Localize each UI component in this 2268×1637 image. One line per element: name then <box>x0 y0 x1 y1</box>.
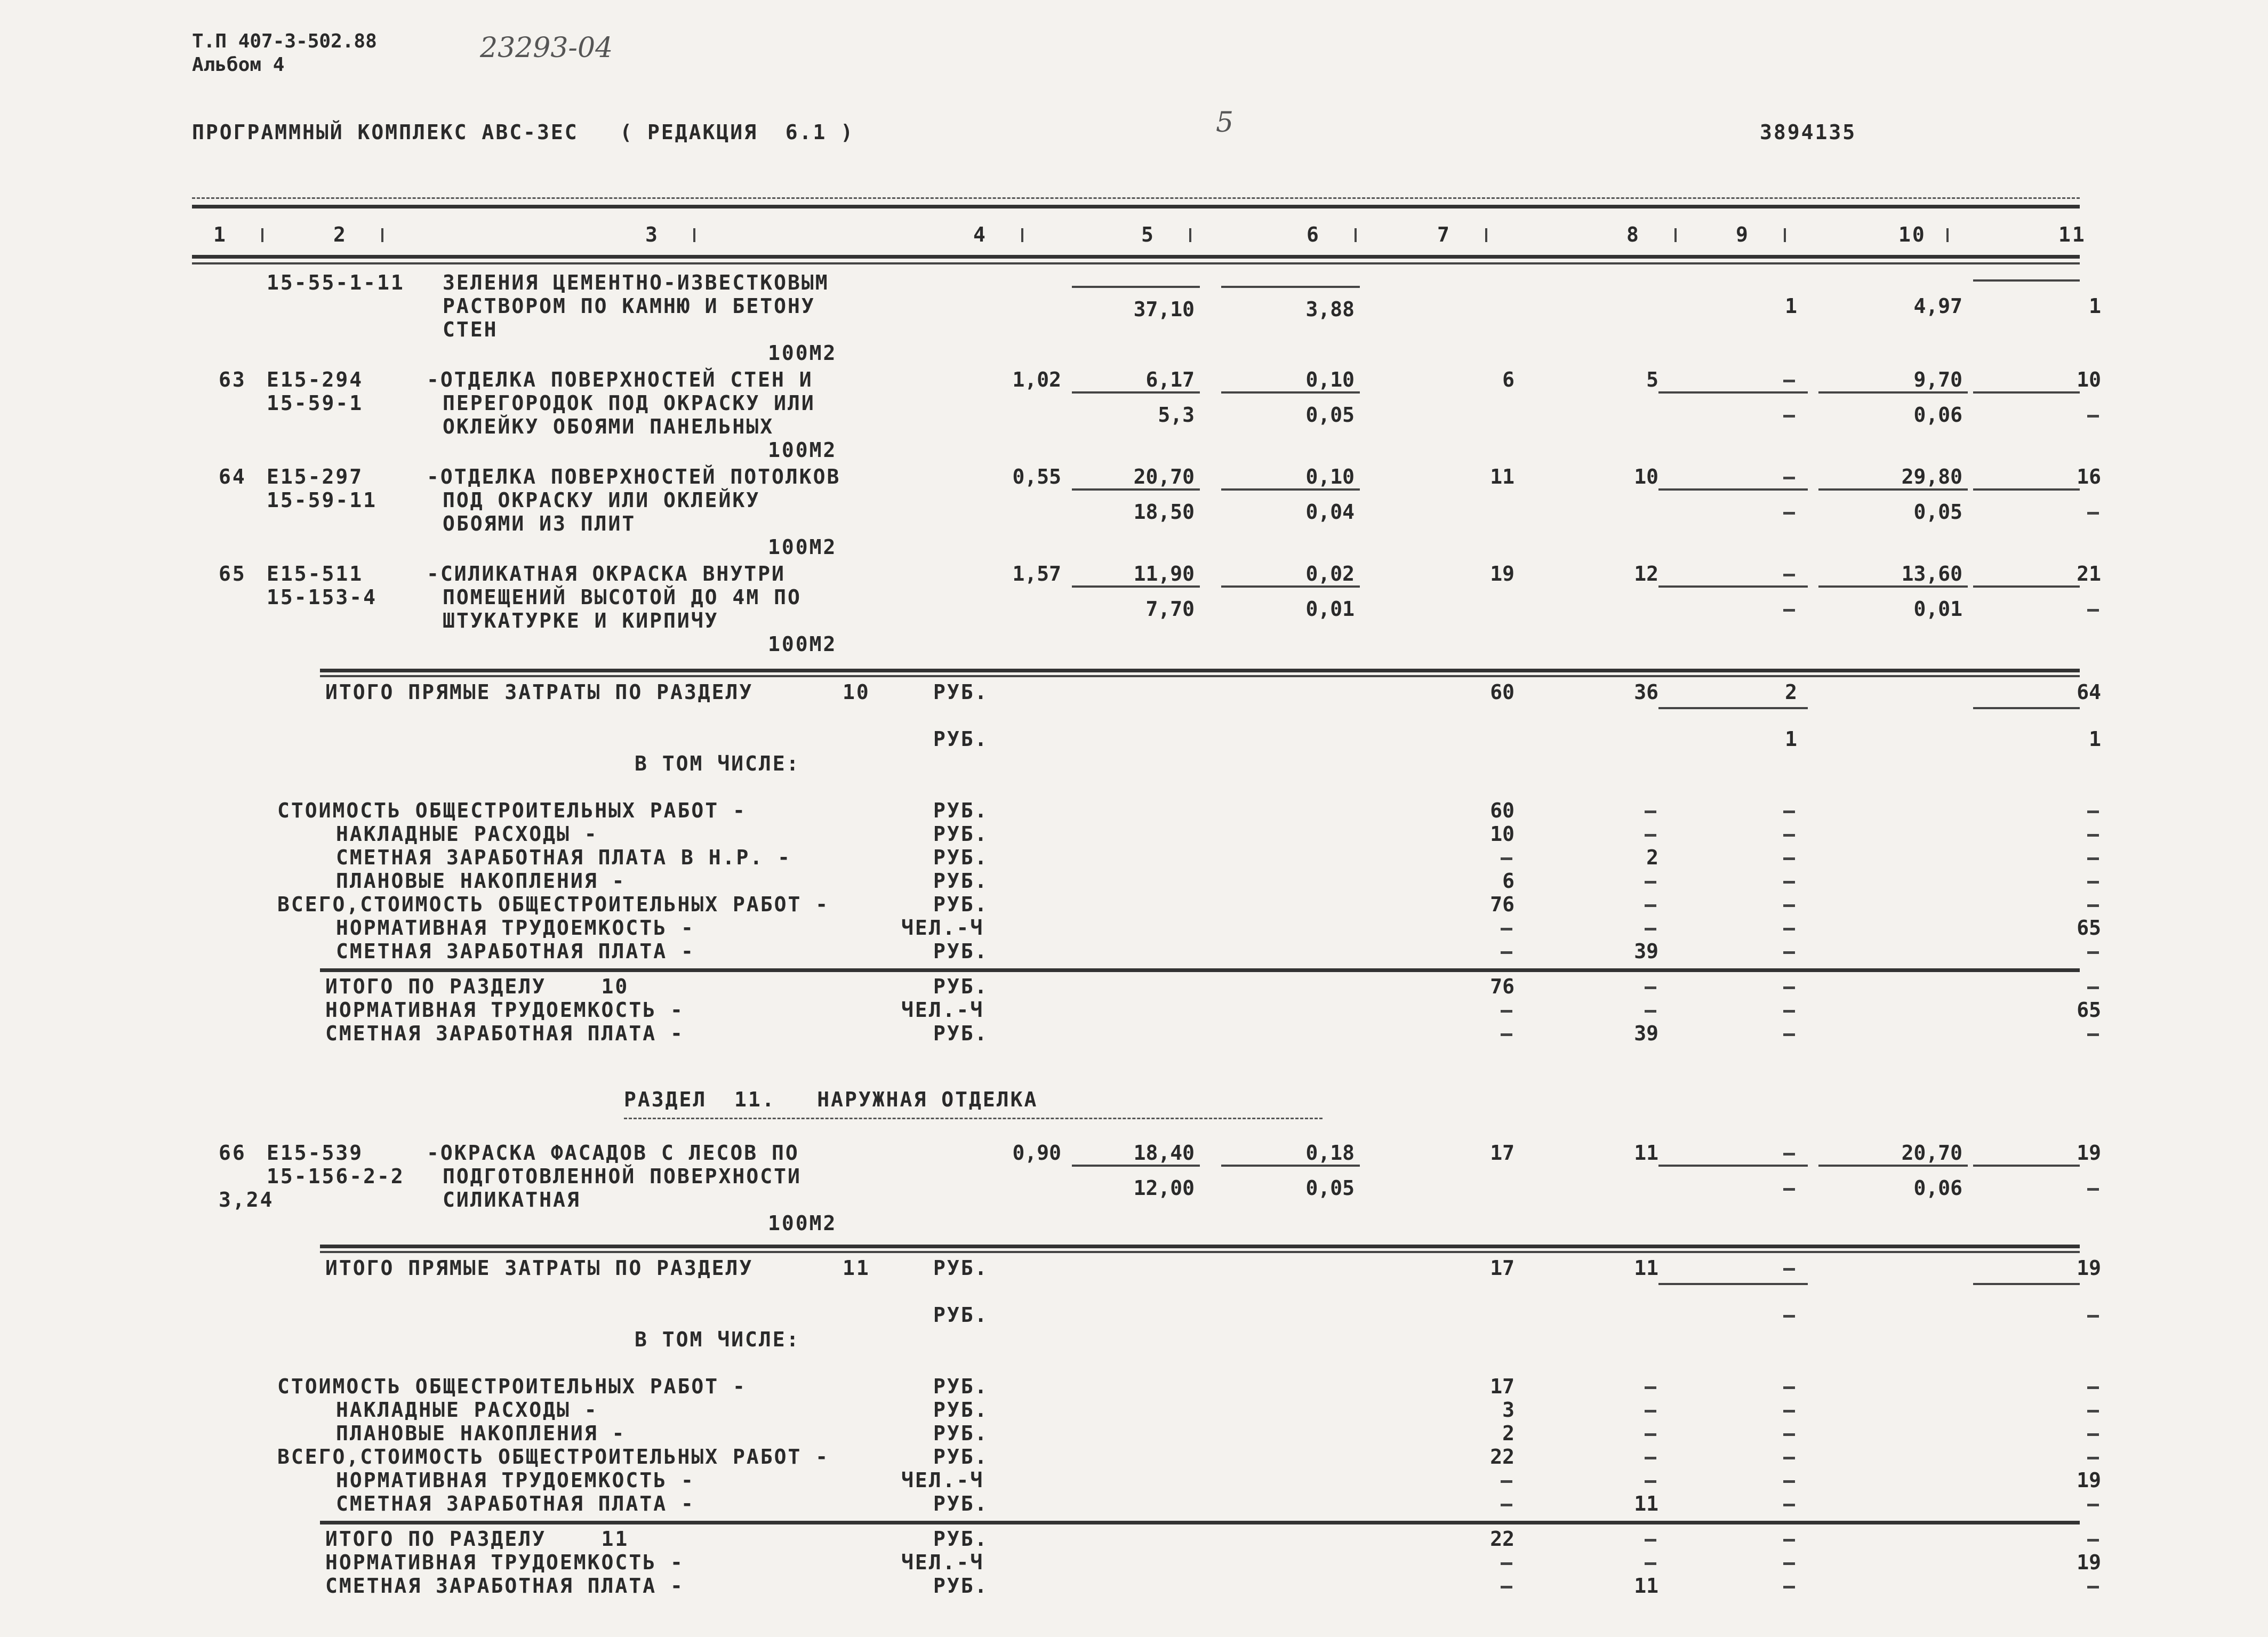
row3-unit: 100М2 <box>768 632 837 656</box>
row3-mach-wage: 0,01 <box>1305 597 1355 621</box>
sec11-line-c11-dash <box>2087 1457 2099 1459</box>
column-separator <box>381 228 383 242</box>
sec10-top-rule2 <box>320 675 2080 677</box>
sec10-final-c11-dash <box>2087 986 2099 989</box>
row1-rule9 <box>1658 391 1808 394</box>
row3-code: Е15-511 <box>267 562 364 585</box>
row1-wages: 5 <box>1646 368 1658 391</box>
sec10-rule11 <box>1973 707 2080 709</box>
row66-rule10 <box>1818 1165 1968 1167</box>
sec10-line-c9-dash <box>1783 811 1795 813</box>
sec11-final-c7-dash <box>1501 1586 1512 1588</box>
sec10-line-c7: 10 <box>1490 822 1514 846</box>
row3-desc2: ПОМЕЩЕНИЙ ВЫСОТОЙ ДО 4М ПО <box>443 585 802 609</box>
sec11-t9b-dash <box>1783 1315 1795 1318</box>
sec10-line-c7: 60 <box>1490 799 1514 822</box>
sec10-t9: 2 <box>1785 680 1797 704</box>
sec11-line-c11-dash <box>2087 1410 2099 1413</box>
section-11-title-underline <box>624 1118 1323 1119</box>
sec10-line-label: НАКЛАДНЫЕ РАСХОДЫ - <box>336 822 598 846</box>
row66-labor: 20,70 <box>1901 1141 1962 1165</box>
column-number: 5 <box>1141 223 1155 246</box>
row1-mach: 0,10 <box>1305 368 1355 391</box>
sec11-line-c7: 2 <box>1502 1422 1514 1445</box>
sec11-rule9 <box>1658 1283 1808 1285</box>
sec10-incl: В ТОМ ЧИСЛЕ: <box>635 752 800 775</box>
sec10-line-unit: РУБ. <box>933 799 989 822</box>
sec10-line-c11-dash <box>2087 834 2099 837</box>
sec10-rub2: РУБ. <box>933 727 989 751</box>
sec10-final-c11-dash <box>2087 1033 2099 1036</box>
column-separator <box>693 228 695 242</box>
row3-rule9 <box>1658 585 1808 588</box>
column-separator <box>1946 228 1949 242</box>
row0-price-wage: 37,10 <box>1133 298 1195 321</box>
sec11-line-c9-dash <box>1783 1457 1795 1459</box>
row1-rule6 <box>1221 391 1360 394</box>
row66-qty: 0,90 <box>1012 1141 1061 1165</box>
dotted-rule <box>192 197 2080 199</box>
sec10-line-unit: РУБ. <box>933 869 989 893</box>
sec10-final-c8: 39 <box>1634 1022 1658 1045</box>
sec10-line-c11-dash <box>2087 951 2099 954</box>
sec10-final-rule <box>320 968 2080 972</box>
row66-price: 18,40 <box>1133 1141 1195 1165</box>
sec11-final-c9-dash <box>1783 1539 1795 1542</box>
sec10-line-label: СТОИМОСТЬ ОБЩЕСТРОИТЕЛЬНЫХ РАБОТ - <box>277 799 747 822</box>
column-number: 2 <box>333 223 347 246</box>
sec10-line-c7: 6 <box>1502 869 1514 893</box>
sec10-line-c11-dash <box>2087 881 2099 884</box>
row66-c11b-dash <box>2087 1188 2099 1191</box>
row66-c9-dash <box>1783 1153 1795 1155</box>
row2-rule10 <box>1818 488 1968 491</box>
column-separator <box>1189 228 1191 242</box>
row3-c9b-dash <box>1783 609 1795 612</box>
sec10-final-unit: РУБ. <box>933 1022 989 1045</box>
row3-code2: 15-153-4 <box>267 585 378 609</box>
column-number: 7 <box>1437 223 1451 246</box>
sec11-line-c11-dash <box>2087 1504 2099 1506</box>
stamp-line2: Альбом 4 <box>192 54 285 76</box>
row3-c11: 21 <box>2077 562 2101 585</box>
sec11-line-c7-dash <box>1501 1504 1512 1506</box>
row1-c9b-dash <box>1783 415 1795 418</box>
sec11-t11: 19 <box>2077 1256 2101 1280</box>
sec10-final-c8-dash <box>1645 986 1656 989</box>
sec10-line-c9-dash <box>1783 857 1795 860</box>
row1-rule5 <box>1072 391 1200 394</box>
sec10-top-rule <box>320 669 2080 672</box>
row2-c9b-dash <box>1783 512 1795 515</box>
row1-desc3: ОКЛЕЙКУ ОБОЯМИ ПАНЕЛЬНЫХ <box>443 415 774 438</box>
sec11-final-unit: ЧЕЛ.-Ч <box>901 1551 984 1574</box>
sec10-t8: 36 <box>1634 680 1658 704</box>
sec11-t8: 11 <box>1634 1256 1658 1280</box>
sec11-final-unit: РУБ. <box>933 1527 989 1551</box>
sec11-line-c7: 22 <box>1490 1445 1514 1469</box>
sec11-line-c9-dash <box>1783 1433 1795 1436</box>
sec10-line-unit: РУБ. <box>933 846 989 869</box>
row2-price-wage: 18,50 <box>1133 500 1195 524</box>
sec11-final-rule <box>320 1521 2080 1524</box>
row3-rule5 <box>1072 585 1200 588</box>
row3-number: 65 <box>219 562 246 585</box>
sec11-final-c7: 22 <box>1490 1527 1514 1551</box>
sec11-line-c11-dash <box>2087 1433 2099 1436</box>
sec11-line-label: ПЛАНОВЫЕ НАКОПЛЕНИЯ - <box>336 1422 626 1445</box>
row2-rule9 <box>1658 488 1808 491</box>
sec11-line-c9-dash <box>1783 1504 1795 1506</box>
row3-wages: 12 <box>1634 562 1658 585</box>
sec11-rub: РУБ. <box>933 1256 989 1280</box>
sec11-t9-dash <box>1783 1268 1795 1271</box>
row0-unit: 100М2 <box>768 341 837 365</box>
sec10-line-c8-dash <box>1645 881 1656 884</box>
row2-rule5 <box>1072 488 1200 491</box>
sec10-line-c11-dash <box>2087 904 2099 907</box>
row0-rule5 <box>1072 286 1200 288</box>
sec11-t11b-dash <box>2087 1315 2099 1318</box>
sec11-line-c8: 11 <box>1634 1492 1658 1515</box>
row0-c9b: 1 <box>1785 294 1797 318</box>
column-number: 1 <box>213 223 227 246</box>
sec11-line-label: ВСЕГО,СТОИМОСТЬ ОБЩЕСТРОИТЕЛЬНЫХ РАБОТ - <box>277 1445 830 1469</box>
row2-number: 64 <box>219 465 246 488</box>
column-number: 4 <box>973 223 987 246</box>
sec10-total-label: ИТОГО ПРЯМЫЕ ЗАТРАТЫ ПО РАЗДЕЛУ <box>325 680 754 704</box>
sec10-final-unit: РУБ. <box>933 975 989 998</box>
row66-desc3: СИЛИКАТНАЯ <box>443 1188 581 1211</box>
row66-price-wage: 12,00 <box>1133 1176 1195 1200</box>
sec11-line-c7-dash <box>1501 1480 1512 1483</box>
sec10-line-c7: 76 <box>1490 893 1514 916</box>
row3-desc3: ШТУКАТУРКЕ И КИРПИЧУ <box>443 609 719 632</box>
sec10-line-label: ПЛАНОВЫЕ НАКОПЛЕНИЯ - <box>336 869 626 893</box>
row2-qty: 0,55 <box>1012 465 1061 488</box>
sec10-line-c11-dash <box>2087 857 2099 860</box>
row2-wages: 10 <box>1634 465 1658 488</box>
row1-rule10 <box>1818 391 1968 394</box>
sec10-line-c8-dash <box>1645 834 1656 837</box>
sec10-line-c8: 39 <box>1634 940 1658 963</box>
row66-code3: 3,24 <box>219 1188 274 1211</box>
row2-labor: 29,80 <box>1901 465 1962 488</box>
sec10-line-c9-dash <box>1783 881 1795 884</box>
sec11-line-label: СМЕТНАЯ ЗАРАБОТНАЯ ПЛАТА - <box>336 1492 695 1515</box>
sec10-line-label: НОРМАТИВНАЯ ТРУДОЕМКОСТЬ - <box>336 916 695 940</box>
row3-c11b-dash <box>2087 609 2099 612</box>
inventory-number: 23293-04 <box>480 32 613 64</box>
sec10-line-unit: ЧЕЛ.-Ч <box>901 916 984 940</box>
row1-c11b-dash <box>2087 415 2099 418</box>
header-sub-rule <box>192 262 2080 264</box>
row2-desc2: ПОД ОКРАСКУ ИЛИ ОКЛЕЙКУ <box>443 488 760 512</box>
section-11-title: РАЗДЕЛ 11. НАРУЖНАЯ ОТДЕЛКА <box>624 1088 1038 1111</box>
sec11-final-c9-dash <box>1783 1586 1795 1588</box>
row1-unit: 100М2 <box>768 438 837 462</box>
row1-c11: 10 <box>2077 368 2101 391</box>
sec11-final-unit: РУБ. <box>933 1574 989 1598</box>
row0-desc1: ЗЕЛЕНИЯ ЦЕМЕНТНО-ИЗВЕСТКОВЫМ <box>443 271 829 294</box>
row1-labor: 9,70 <box>1913 368 1962 391</box>
row66-labor-b: 0,06 <box>1913 1176 1962 1200</box>
row0-desc3: СТЕН <box>443 318 498 341</box>
row2-code: Е15-297 <box>267 465 364 488</box>
row66-wages: 11 <box>1634 1141 1658 1165</box>
sec11-final-c11-dash <box>2087 1539 2099 1542</box>
sec10-line-c11: 65 <box>2077 916 2101 940</box>
sec10-line-label: СМЕТНАЯ ЗАРАБОТНАЯ ПЛАТА - <box>336 940 695 963</box>
sec10-line-c9-dash <box>1783 904 1795 907</box>
sec11-line-c11: 19 <box>2077 1469 2101 1492</box>
row1-desc1: -ОТДЕЛКА ПОВЕРХНОСТЕЙ СТЕН И <box>427 368 813 391</box>
row3-rule11 <box>1973 585 2080 588</box>
sec10-line-unit: РУБ. <box>933 893 989 916</box>
row66-c11: 19 <box>2077 1141 2101 1165</box>
sec11-line-c11-dash <box>2087 1386 2099 1389</box>
sec10-t9b: 1 <box>1785 727 1797 751</box>
column-number: 10 <box>1898 223 1926 246</box>
sec10-final-label: НОРМАТИВНАЯ ТРУДОЕМКОСТЬ - <box>325 998 684 1022</box>
row1-c9-dash <box>1783 380 1795 382</box>
sec10-t7: 60 <box>1490 680 1514 704</box>
sec11-line-unit: РУБ. <box>933 1398 989 1422</box>
row2-rule6 <box>1221 488 1360 491</box>
sec10-line-c9-dash <box>1783 951 1795 954</box>
row1-qty: 1,02 <box>1012 368 1061 391</box>
sec11-final-c7-dash <box>1501 1562 1512 1565</box>
sec10-final-label: ИТОГО ПО РАЗДЕЛУ 10 <box>325 975 629 998</box>
row1-code: Е15-294 <box>267 368 364 391</box>
row0-rule11 <box>1973 279 2080 282</box>
sec10-final-c9-dash <box>1783 1010 1795 1013</box>
column-number: 9 <box>1736 223 1750 246</box>
sec11-rule11 <box>1973 1283 2080 1285</box>
sec11-line-c9-dash <box>1783 1386 1795 1389</box>
sec11-t7: 17 <box>1490 1256 1514 1280</box>
row1-labor-b: 0,06 <box>1913 403 1962 427</box>
sec10-final-c9-dash <box>1783 1033 1795 1036</box>
sec10-line-c11-dash <box>2087 811 2099 813</box>
column-separator <box>1674 228 1677 242</box>
sec11-line-c9-dash <box>1783 1410 1795 1413</box>
sec10-line-c8-dash <box>1645 928 1656 930</box>
sec11-final-label: СМЕТНАЯ ЗАРАБОТНАЯ ПЛАТА - <box>325 1574 684 1598</box>
sec11-final-c8-dash <box>1645 1562 1656 1565</box>
row66-mach-wage: 0,05 <box>1305 1176 1355 1200</box>
column-separator <box>261 228 263 242</box>
sec11-top-rule2 <box>320 1251 2080 1253</box>
sec11-final-c11: 19 <box>2077 1551 2101 1574</box>
row66-rule11 <box>1973 1165 2080 1167</box>
header-top-rule <box>192 205 2080 208</box>
sec11-line-c8-dash <box>1645 1386 1656 1389</box>
row3-labor-b: 0,01 <box>1913 597 1962 621</box>
row2-desc3: ОБОЯМИ ИЗ ПЛИТ <box>443 512 636 535</box>
column-separator <box>1784 228 1786 242</box>
header-bottom-rule <box>192 255 2080 259</box>
row1-desc2: ПЕРЕГОРОДОК ПОД ОКРАСКУ ИЛИ <box>443 391 815 415</box>
row66-desc1: -ОКРАСКА ФАСАДОВ С ЛЕСОВ ПО <box>427 1141 799 1165</box>
row3-qty: 1,57 <box>1012 562 1061 585</box>
sec11-line-c7: 17 <box>1490 1375 1514 1398</box>
row66-mach: 0,18 <box>1305 1141 1355 1165</box>
row66-desc2: ПОДГОТОВЛЕННОЙ ПОВЕРХНОСТИ <box>443 1165 802 1188</box>
sec10-final-c9-dash <box>1783 986 1795 989</box>
sec10-final-c7-dash <box>1501 1010 1512 1013</box>
sec11-line-c7: 3 <box>1502 1398 1514 1422</box>
sec10-line-unit: РУБ. <box>933 822 989 846</box>
row0-labor-b: 4,97 <box>1913 294 1962 318</box>
sec11-final-label: НОРМАТИВНАЯ ТРУДОЕМКОСТЬ - <box>325 1551 684 1574</box>
sec10-t11b: 1 <box>2089 727 2101 751</box>
row2-price: 20,70 <box>1133 465 1195 488</box>
row1-total: 6 <box>1502 368 1514 391</box>
row3-price: 11,90 <box>1133 562 1195 585</box>
row2-desc1: -ОТДЕЛКА ПОВЕРХНОСТЕЙ ПОТОЛКОВ <box>427 465 841 488</box>
row2-labor-b: 0,05 <box>1913 500 1962 524</box>
sec10-line-c8-dash <box>1645 811 1656 813</box>
sec11-line-label: НОРМАТИВНАЯ ТРУДОЕМКОСТЬ - <box>336 1469 695 1492</box>
row66-number: 66 <box>219 1141 246 1165</box>
row0-rule6 <box>1221 286 1360 288</box>
sec11-line-unit: РУБ. <box>933 1492 989 1515</box>
sec11-final-label: ИТОГО ПО РАЗДЕЛУ 11 <box>325 1527 629 1551</box>
sec10-total-num: 10 <box>843 680 870 704</box>
row2-c11: 16 <box>2077 465 2101 488</box>
sec11-line-c8-dash <box>1645 1457 1656 1459</box>
sec10-final-c8-dash <box>1645 1010 1656 1013</box>
row1-price: 6,17 <box>1145 368 1195 391</box>
sec10-line-c7-dash <box>1501 857 1512 860</box>
sec11-final-c8-dash <box>1645 1539 1656 1542</box>
column-separator <box>1485 228 1487 242</box>
document-code: 3894135 <box>1760 121 1857 144</box>
row66-c9b-dash <box>1783 1188 1795 1191</box>
row1-price-wage: 5,3 <box>1158 403 1195 427</box>
sec11-line-label: СТОИМОСТЬ ОБЩЕСТРОИТЕЛЬНЫХ РАБОТ - <box>277 1375 747 1398</box>
row0-desc2: РАСТВОРОМ ПО КАМНЮ И БЕТОНУ <box>443 294 815 318</box>
sec11-incl: В ТОМ ЧИСЛЕ: <box>635 1328 800 1351</box>
column-separator <box>1355 228 1357 242</box>
row66-rule9 <box>1658 1165 1808 1167</box>
sec11-line-unit: РУБ. <box>933 1445 989 1469</box>
column-number: 3 <box>645 223 659 246</box>
row3-price-wage: 7,70 <box>1145 597 1195 621</box>
sec10-rub: РУБ. <box>933 680 989 704</box>
sec10-final-c7: 76 <box>1490 975 1514 998</box>
sec10-line-c9-dash <box>1783 928 1795 930</box>
row1-number: 63 <box>219 368 246 391</box>
sec10-line-c8-dash <box>1645 904 1656 907</box>
sec11-line-c8-dash <box>1645 1410 1656 1413</box>
sec10-final-c11: 65 <box>2077 998 2101 1022</box>
row0-code: 15-55-1-11 <box>267 271 405 294</box>
sec10-line-label: СМЕТНАЯ ЗАРАБОТНАЯ ПЛАТА В Н.Р. - <box>336 846 791 869</box>
row2-rule11 <box>1973 488 2080 491</box>
sec11-line-unit: РУБ. <box>933 1375 989 1398</box>
row66-rule6 <box>1221 1165 1360 1167</box>
row2-mach-wage: 0,04 <box>1305 500 1355 524</box>
row1-code2: 15-59-1 <box>267 391 364 415</box>
row3-desc1: -СИЛИКАТНАЯ ОКРАСКА ВНУТРИ <box>427 562 786 585</box>
sec11-total-label: ИТОГО ПРЯМЫЕ ЗАТРАТЫ ПО РАЗДЕЛУ <box>325 1256 754 1280</box>
row1-mach-wage: 0,05 <box>1305 403 1355 427</box>
sec10-line-c8: 2 <box>1646 846 1658 869</box>
stamp-line1: Т.П 407-3-502.88 <box>192 30 377 52</box>
sec11-line-unit: ЧЕЛ.-Ч <box>901 1469 984 1492</box>
row66-total: 17 <box>1490 1141 1514 1165</box>
sec11-top-rule <box>320 1245 2080 1248</box>
column-number: 8 <box>1626 223 1640 246</box>
row2-total: 11 <box>1490 465 1514 488</box>
sec10-line-unit: РУБ. <box>933 940 989 963</box>
program-title: ПРОГРАММНЫЙ КОМПЛЕКС АВС-ЗЕС ( РЕДАКЦИЯ 6.1 ) <box>192 121 855 144</box>
sec11-line-c8-dash <box>1645 1433 1656 1436</box>
sec10-final-unit: ЧЕЛ.-Ч <box>901 998 984 1022</box>
row3-mach: 0,02 <box>1305 562 1355 585</box>
row2-code2: 15-59-11 <box>267 488 378 512</box>
sec11-total-num: 11 <box>843 1256 870 1280</box>
row66-rule5 <box>1072 1165 1200 1167</box>
sec10-line-c9-dash <box>1783 834 1795 837</box>
sec11-rub2: РУБ. <box>933 1303 989 1327</box>
row2-c11b-dash <box>2087 512 2099 515</box>
sec11-line-label: НАКЛАДНЫЕ РАСХОДЫ - <box>336 1398 598 1422</box>
sec11-final-c11-dash <box>2087 1586 2099 1588</box>
row3-total: 19 <box>1490 562 1514 585</box>
row3-labor: 13,60 <box>1901 562 1962 585</box>
page-mark: 5 <box>1216 107 1234 139</box>
column-number: 6 <box>1307 223 1320 246</box>
sec10-rule9 <box>1658 707 1808 709</box>
column-number: 11 <box>2058 223 2086 246</box>
row3-c9-dash <box>1783 574 1795 576</box>
row3-rule6 <box>1221 585 1360 588</box>
column-separator <box>1021 228 1023 242</box>
sec11-line-c9-dash <box>1783 1480 1795 1483</box>
sec10-final-label: СМЕТНАЯ ЗАРАБОТНАЯ ПЛАТА - <box>325 1022 684 1045</box>
sec11-final-c8: 11 <box>1634 1574 1658 1598</box>
row66-code2: 15-156-2-2 <box>267 1165 405 1188</box>
row1-rule11 <box>1973 391 2080 394</box>
sec11-line-c8-dash <box>1645 1480 1656 1483</box>
sec10-line-c7-dash <box>1501 951 1512 954</box>
row0-mach-wage: 3,88 <box>1305 298 1355 321</box>
row3-rule10 <box>1818 585 1968 588</box>
sec10-line-label: ВСЕГО,СТОИМОСТЬ ОБЩЕСТРОИТЕЛЬНЫХ РАБОТ - <box>277 893 830 916</box>
row2-mach: 0,10 <box>1305 465 1355 488</box>
sec10-t11: 64 <box>2077 680 2101 704</box>
sec11-final-c9-dash <box>1783 1562 1795 1565</box>
sec10-line-c7-dash <box>1501 928 1512 930</box>
row2-unit: 100М2 <box>768 535 837 559</box>
row0-c11b: 1 <box>2089 294 2101 318</box>
row66-code: Е15-539 <box>267 1141 364 1165</box>
sec11-line-unit: РУБ. <box>933 1422 989 1445</box>
row66-unit: 100М2 <box>768 1211 837 1235</box>
row2-c9-dash <box>1783 477 1795 479</box>
sec10-final-c7-dash <box>1501 1033 1512 1036</box>
